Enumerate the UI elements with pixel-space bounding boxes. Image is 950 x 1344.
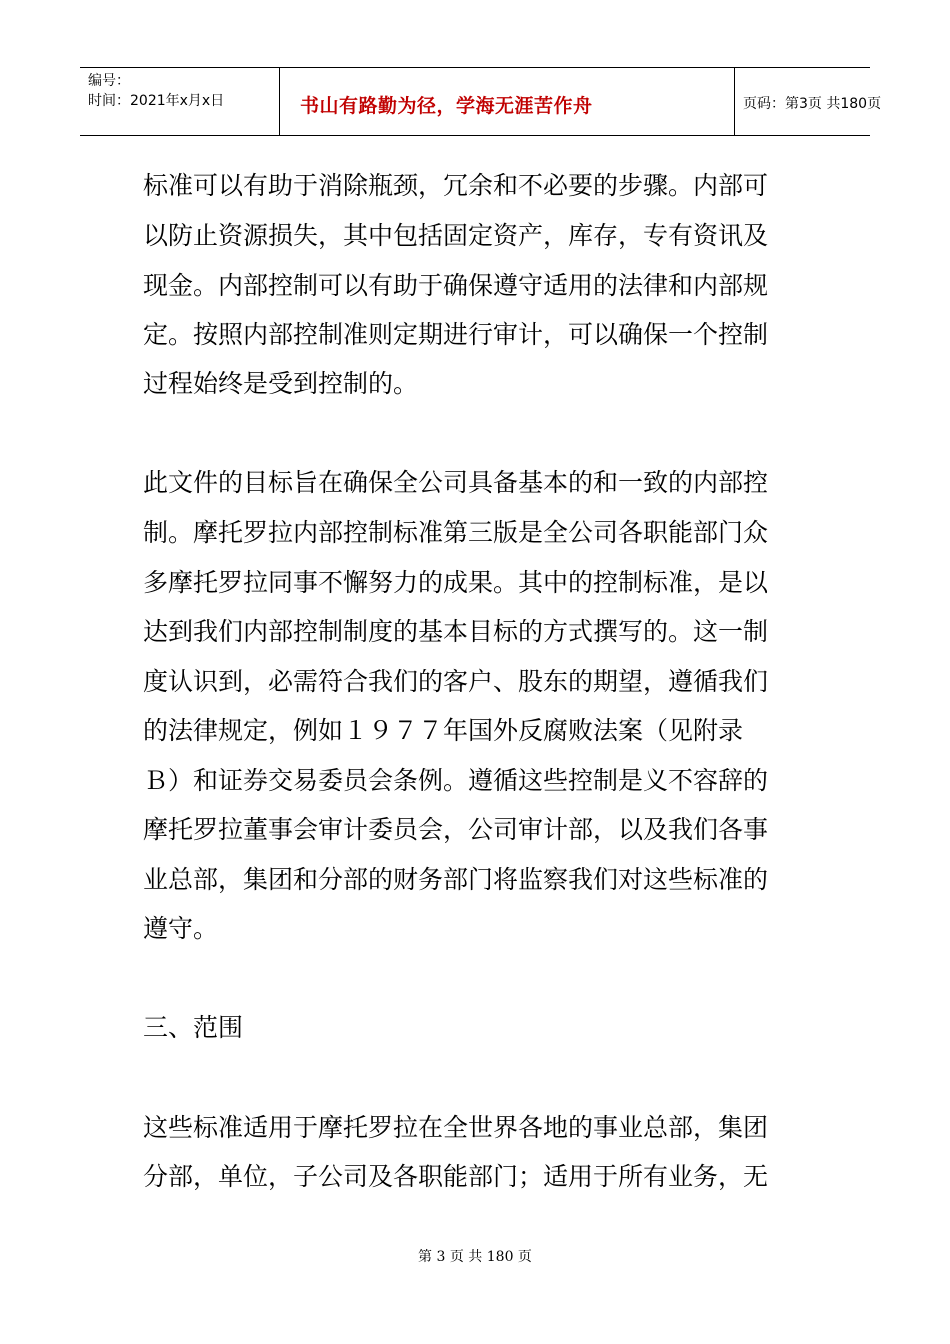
body-line: Ｂ）和证券交易委员会条例。遵循这些控制是义不容辞的 [143, 766, 769, 795]
body-line: 达到我们内部控制制度的基本目标的方式撰写的。这一制 [143, 617, 769, 646]
body-line: 的法律规定，例如１９７７年国外反腐败法案（见附录 [143, 716, 744, 745]
body-line: 过程始终是受到控制的。 [143, 369, 419, 398]
footer-page-indicator: 第 3 页 共 180 页 [418, 1249, 532, 1265]
body-line: 分部，单位，子公司及各职能部门；适用于所有业务，无 [143, 1162, 769, 1191]
body-line: 摩托罗拉董事会审计委员会，公司审计部，以及我们各事 [143, 815, 769, 844]
header-motto: 书山有路勤为径，学海无涯苦作舟 [300, 95, 593, 117]
body-line: 标准可以有助于消除瓶颈，冗余和不必要的步骤。内部可 [143, 171, 769, 200]
header-motto-cell [280, 68, 735, 135]
header-page-cell [735, 68, 882, 135]
header-info-cell [80, 68, 280, 135]
body-line: 这些标准适用于摩托罗拉在全世界各地的事业总部，集团 [143, 1113, 769, 1142]
body-line: 度认识到，必需符合我们的客户、股东的期望，遵循我们 [143, 667, 769, 696]
body-line: 遵守。 [143, 914, 219, 943]
section-heading: 三、范围 [143, 1013, 244, 1042]
date-label: 时间：2021年x月x日 [88, 93, 225, 109]
body-line: 定。按照内部控制准则定期进行审计，可以确保一个控制 [143, 320, 769, 349]
body-line: 以防止资源损失，其中包括固定资产，库存，专有资讯及 [143, 221, 769, 250]
document-header [80, 67, 882, 136]
body-line: 现金。内部控制可以有助于确保遵守适用的法律和内部规 [143, 271, 769, 300]
body-line: 业总部，集团和分部的财务部门将监察我们对这些标准的 [143, 865, 769, 894]
serial-number-label: 编号： [88, 73, 130, 89]
body-line: 此文件的目标旨在确保全公司具备基本的和一致的内部控 [143, 468, 769, 497]
body-line: 制。摩托罗拉内部控制标准第三版是全公司各职能部门众 [143, 518, 769, 547]
page-code: 页码：第3页 共180页 [743, 96, 882, 112]
body-line: 多摩托罗拉同事不懈努力的成果。其中的控制标准，是以 [143, 568, 769, 597]
